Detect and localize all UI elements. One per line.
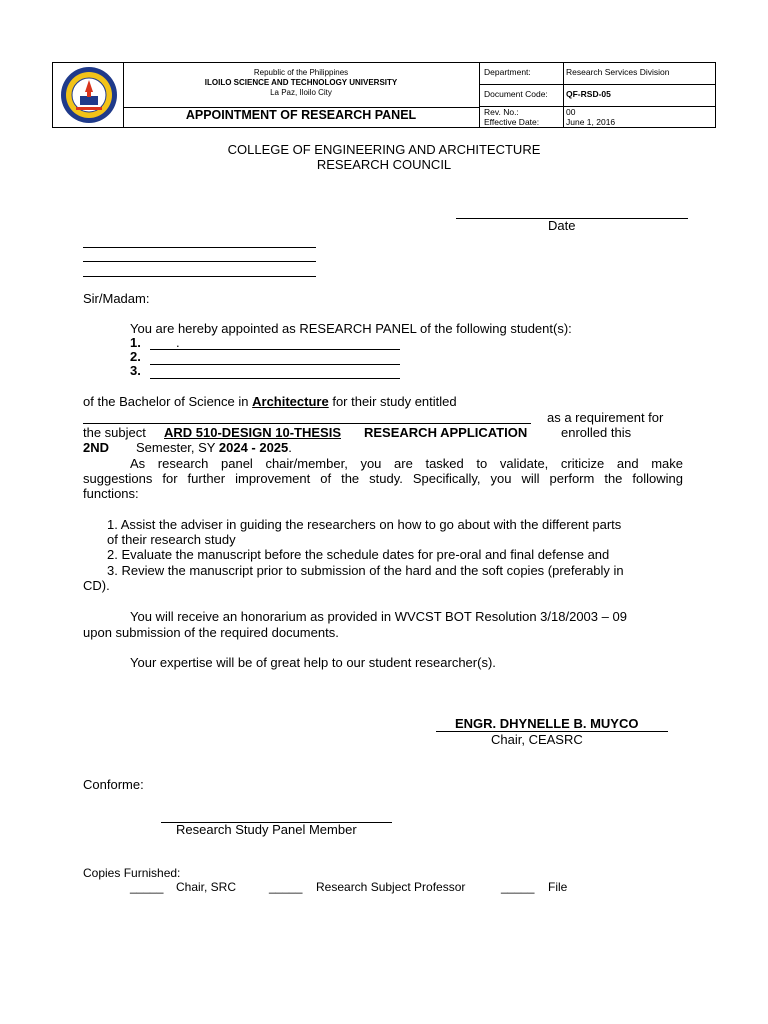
study-title-line xyxy=(83,423,531,424)
copy-item-chair-src: Chair, SRC xyxy=(176,880,237,894)
appointment-text: You are hereby appointed as RESEARCH PANEL of the following student(s): xyxy=(130,321,572,336)
student-1-line xyxy=(150,349,400,350)
function-3-line-1: 3. Review the manuscript prior to submission of the hard and the soft copies (preferably in xyxy=(107,563,624,578)
copy-item-file: File xyxy=(548,880,568,894)
semester-text: Semester, SY xyxy=(136,440,216,455)
signatory-title: Chair, CEASRC xyxy=(491,732,583,747)
republic-text: Republic of the Philippines xyxy=(253,68,349,77)
document-code-label: Document Code: xyxy=(484,89,548,99)
panel-member-label: Research Study Panel Member xyxy=(176,822,357,837)
copies-furnished-label: Copies Furnished: xyxy=(83,866,181,880)
date-label: Date xyxy=(548,218,576,233)
copy-item-research-professor: Research Subject Professor xyxy=(316,880,466,894)
signatory-name: ENGR. DHYNELLE B. MUYCO xyxy=(455,716,639,731)
semester-sentence xyxy=(136,440,292,455)
function-1-line-1: 1. Assist the adviser in guiding the researchers on how to go about with the different parts xyxy=(107,517,622,532)
program-post: for their study entitled xyxy=(332,394,457,409)
copy-blank-1: _____ xyxy=(130,880,164,894)
student-2-number: 2. xyxy=(130,349,141,364)
subject-code: ARD 510-DESIGN 10-THESIS xyxy=(164,425,341,440)
university-location: La Paz, Iloilo City xyxy=(270,88,332,97)
subject-post: RESEARCH APPLICATION xyxy=(364,425,528,440)
function-1-line-2: of their research study xyxy=(107,532,236,547)
student-2-line xyxy=(150,364,400,365)
addressee-line-2 xyxy=(83,261,316,262)
function-3-line-2: CD). xyxy=(83,578,110,593)
student-3-number: 3. xyxy=(130,363,141,378)
department-value: Research Services Division xyxy=(566,67,670,77)
addressee-line-3 xyxy=(83,276,316,277)
university-seal-icon xyxy=(60,66,118,124)
copy-blank-3: _____ xyxy=(501,880,535,894)
student-3-line xyxy=(150,378,400,379)
program-pre: of the Bachelor of Science in xyxy=(83,394,249,409)
document-code-value: QF-RSD-05 xyxy=(566,89,611,99)
honorarium-line-2: upon submission of the required documents. xyxy=(83,625,339,640)
program-sentence xyxy=(83,394,457,409)
program-name: Architecture xyxy=(252,394,329,409)
copy-blank-2: _____ xyxy=(269,880,303,894)
department-label: Department: xyxy=(484,67,531,77)
student-1-number: 1. xyxy=(130,335,141,350)
requirement-text: as a requirement for xyxy=(547,410,664,425)
subject-pre: the subject xyxy=(83,425,146,440)
function-2: 2. Evaluate the manuscript before the schedule dates for pre-oral and final defense and xyxy=(107,547,610,562)
task-paragraph-line-2: suggestions for further improvement of the study. Specifically, you will perform the following xyxy=(83,471,683,486)
university-name: ILOILO SCIENCE AND TECHNOLOGY UNIVERSITY xyxy=(204,78,398,87)
addressee-line-1 xyxy=(83,247,316,248)
effective-date-label: Effective Date: xyxy=(484,117,540,127)
student-1-name: . xyxy=(176,335,180,350)
expertise-text: Your expertise will be of great help to our student researcher(s). xyxy=(130,655,496,670)
task-paragraph-line-3: functions: xyxy=(83,486,139,501)
council-heading: RESEARCH COUNCIL xyxy=(316,157,452,172)
effective-date-value: June 1, 2016 xyxy=(566,117,616,127)
enrolled-text: enrolled this xyxy=(561,425,632,440)
semester-value: 2ND xyxy=(83,440,110,455)
form-title: APPOINTMENT OF RESEARCH PANEL xyxy=(185,108,417,122)
conforme-label: Conforme: xyxy=(83,777,144,792)
period: . xyxy=(288,440,292,455)
honorarium-line-1: You will receive an honorarium as provided in WVCST BOT Resolution 3/18/2003 – 09 xyxy=(130,609,627,624)
rev-no-label: Rev. No.: xyxy=(484,107,519,117)
task-paragraph-line-1: As research panel chair/member, you are tasked to validate, criticize and make xyxy=(130,456,683,471)
rev-no-value: 00 xyxy=(566,107,576,117)
salutation: Sir/Madam: xyxy=(83,291,150,306)
college-heading: COLLEGE OF ENGINEERING AND ARCHITECTURE xyxy=(227,142,541,157)
school-year: 2024 - 2025 xyxy=(218,440,289,455)
